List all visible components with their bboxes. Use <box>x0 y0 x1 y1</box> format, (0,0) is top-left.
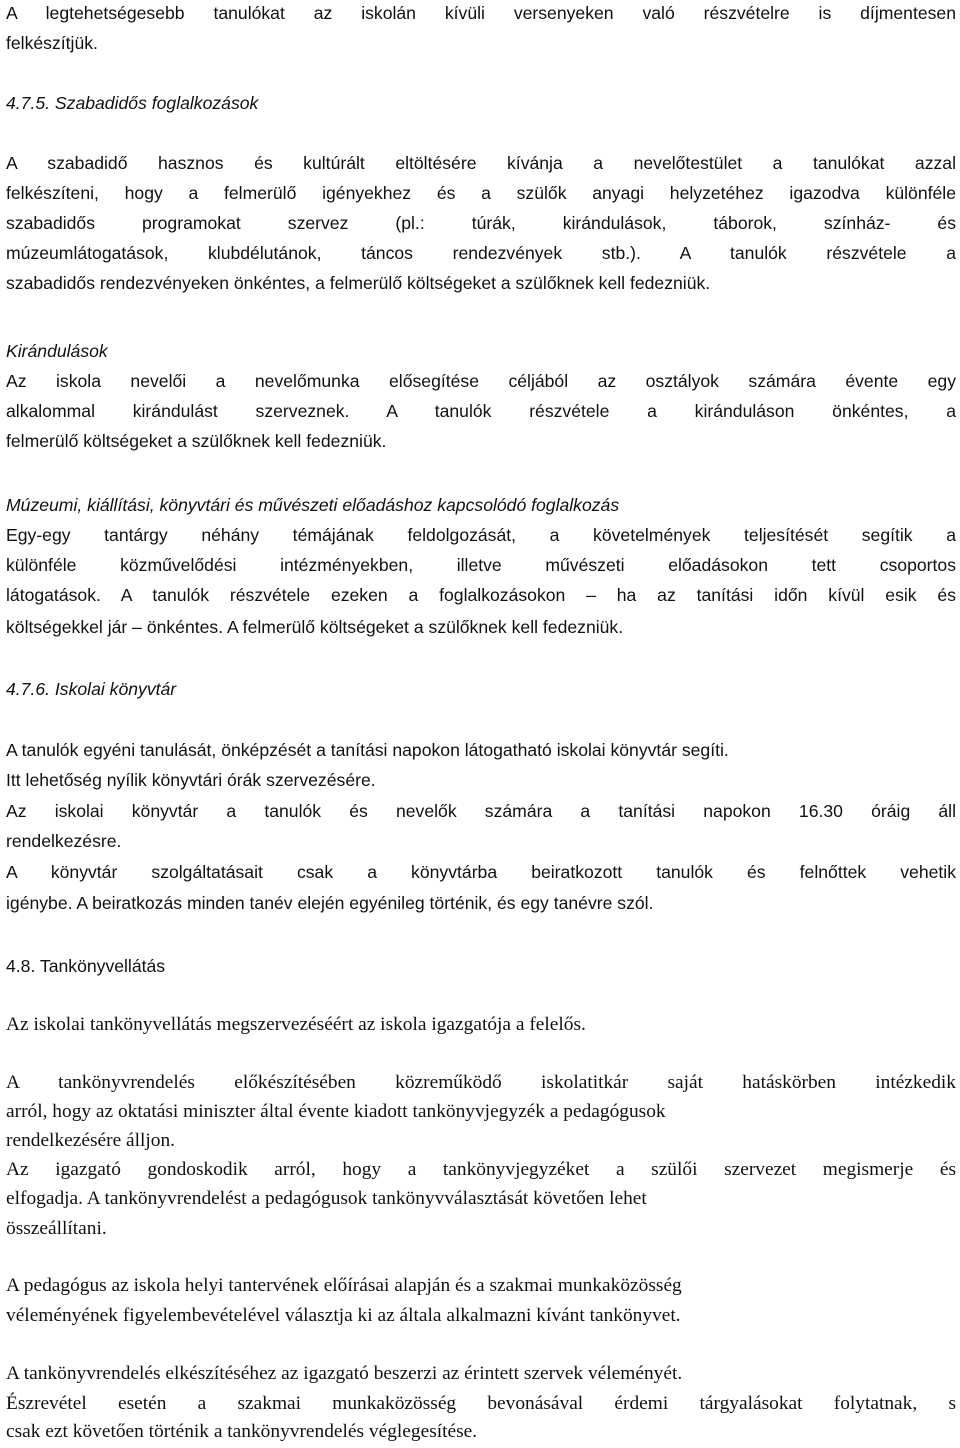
paragraph-line: Az igazgató gondoskodik arról, hogy a tankönyvjegyzéket a szülői szervezet megismerje és <box>6 1159 956 1180</box>
paragraph-line: A tankönyvrendelés előkészítésében közreműködő iskolatitkár saját hatáskörben intézkedik <box>6 1072 956 1093</box>
paragraph-line: költségekkel jár – önkéntes. A felmerülő költségeket a szülőknek kell fedezniük. <box>6 617 624 637</box>
paragraph-line: felmerülő költségeket a szülőknek kell fedezniük. <box>6 431 387 451</box>
paragraph-line: Észrevétel esetén a szakmai munkaközösség bevonásával érdemi tárgyalásokat folytatnak, s <box>6 1393 956 1414</box>
paragraph-line: A szabadidő hasznos és kultúrált eltöltésére kívánja a nevelőtestület a tanulókat azzal <box>6 153 956 173</box>
paragraph-line: véleményének figyelembevételével választja ki az általa alkalmazni kívánt tankönyvet. <box>6 1305 681 1326</box>
intro-line-2: felkészítjük. <box>6 33 98 53</box>
paragraph-line: szabadidős rendezvényeken önkéntes, a felmerülő költségeket a szülőknek kell fedezniük. <box>6 273 711 293</box>
paragraph-line: Az iskolai tankönyvellátás megszervezéséért az iskola igazgatója a felelős. <box>6 1014 586 1035</box>
paragraph-line: különféle közművelődési intézményekben, illetve művészeti előadásokon tett csoportos <box>6 555 956 575</box>
paragraph-line: látogatások. A tanulók részvétele ezeken a foglalkozásokon – ha az tanítási időn kívül esik és <box>6 585 956 605</box>
paragraph-line: rendelkezésére álljon. <box>6 1130 176 1151</box>
section-heading-475: 4.7.5. Szabadidős foglalkozások <box>6 93 259 113</box>
paragraph-line: Az iskolai könyvtár a tanulók és nevelők számára a tanítási napokon 16.30 óráig áll <box>6 801 956 821</box>
paragraph-line: A könyvtár szolgáltatásait csak a könyvtárba beiratkozott tanulók és felnőttek vehetik <box>6 862 956 882</box>
subheading-kirandulasok: Kirándulások <box>6 341 108 361</box>
paragraph-line: Az iskola nevelői a nevelőmunka elősegítése céljából az osztályok számára évente egy <box>6 371 956 391</box>
paragraph-line: összeállítani. <box>6 1218 107 1239</box>
paragraph-line: szabadidős programokat szervez (pl.: túrák, kirándulások, táborok, színház- és <box>6 213 956 233</box>
paragraph-line: igénybe. A beiratkozás minden tanév elején egyénileg történik, és egy tanévre szól. <box>6 893 654 913</box>
paragraph-line: arról, hogy az oktatási miniszter által évente kiadott tankönyvjegyzék a pedagógusok <box>6 1101 666 1122</box>
paragraph-line: A tanulók egyéni tanulását, önképzését a tanítási napokon látogatható iskolai könyvtár segíti. <box>6 740 729 760</box>
section-heading-476: 4.7.6. Iskolai könyvtár <box>6 679 177 699</box>
paragraph-line: A tankönyvrendelés elkészítéséhez az igazgató beszerzi az érintett szervek véleményét. <box>6 1363 683 1384</box>
subheading-muzeumi: Múzeumi, kiállítási, könyvtári és művészeti előadáshoz kapcsolódó foglalkozás <box>6 495 620 515</box>
paragraph-line: Egy-egy tantárgy néhány témájának feldolgozását, a követelmények teljesítését segítik a <box>6 525 956 545</box>
paragraph-line: elfogadja. A tankönyvrendelést a pedagógusok tankönyvválasztását követően lehet <box>6 1188 647 1209</box>
paragraph-line: rendelkezésre. <box>6 831 122 851</box>
paragraph-line: A pedagógus az iskola helyi tantervének előírásai alapján és a szakmai munkaközösség <box>6 1275 682 1296</box>
intro-line-1: A legtehetségesebb tanulókat az iskolán kívüli versenyeken való részvételre is díjmentesen <box>6 3 956 23</box>
paragraph-line: alkalommal kirándulást szerveznek. A tanulók részvétele a kiránduláson önkéntes, a <box>6 401 956 421</box>
section-heading-48: 4.8. Tankönyvellátás <box>6 956 166 976</box>
paragraph-line: felkészíteni, hogy a felmerülő igényekhez és a szülők anyagi helyzetéhez igazodva különféle <box>6 183 956 203</box>
paragraph-line: csak ezt követően történik a tankönyvrendelés véglegesítése. <box>6 1421 478 1442</box>
paragraph-line: Itt lehetőség nyílik könyvtári órák szervezésére. <box>6 770 376 790</box>
paragraph-line: múzeumlátogatások, klubdélutánok, táncos rendezvények stb.). A tanulók részvétele a <box>6 243 956 263</box>
